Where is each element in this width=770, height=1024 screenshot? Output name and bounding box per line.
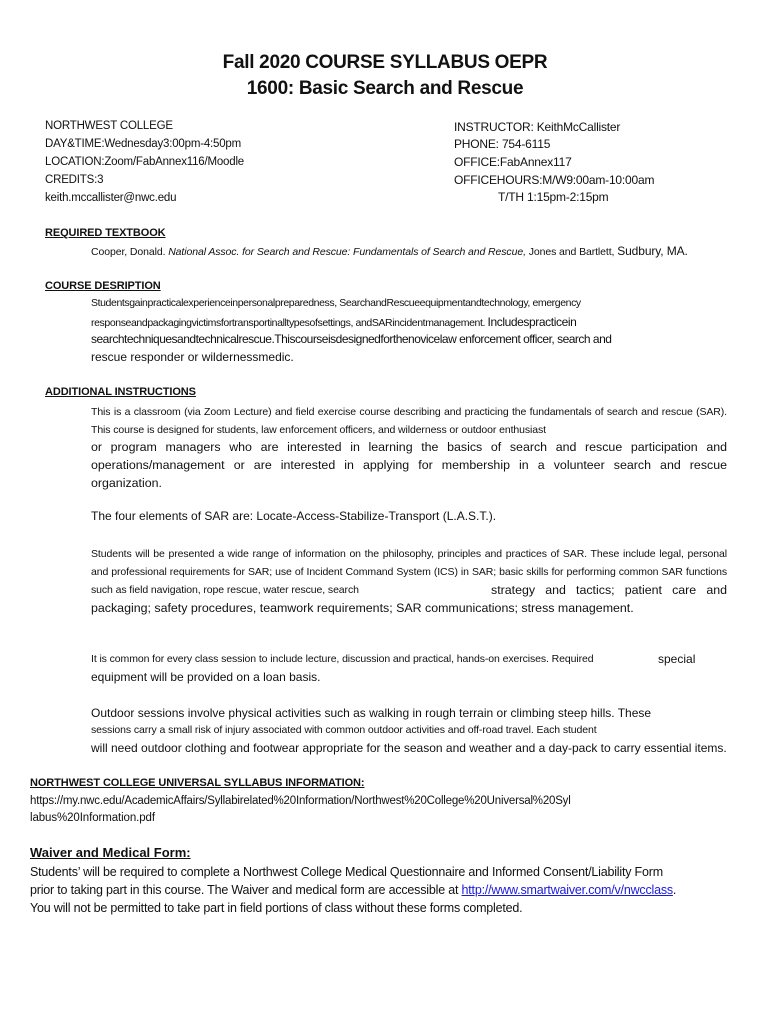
office-hours-tth: T/TH 1:15pm-2:15pm	[498, 190, 609, 204]
description-line-1: Studentsgainpracticalexperienceinpersonalpreparedness, SearchandRescueequipmentandtechnology, emergency	[91, 297, 581, 309]
additional-paragraph-3b: strategy and tactics; patient care and packaging; safety procedures, teamwork requirements; SAR communications; stress management.	[91, 583, 727, 615]
instructor-name: INSTRUCTOR: KeithMcCallister	[454, 120, 621, 134]
description-line-2	[91, 315, 576, 329]
textbook-citation	[91, 244, 688, 258]
waiver-line-2	[30, 883, 676, 897]
additional-paragraph-4a: It is common for every class session to include lecture, discussion and practical, hands-on exercises. Required	[91, 653, 594, 665]
description-line-2b: Includespracticein	[487, 315, 577, 329]
additional-paragraph-3a: Students will be presented a wide range of information on the philosophy, principles and practices of SAR. These include legal, personal and professional requirements for SAR; use of Incident Command System (ICS) in SAR; basic skills for performing common SAR functions such as field navigation, rope rescue, water rescue, search	[91, 548, 727, 596]
office-hours: OFFICEHOURS:M/W9:00am-10:00am	[454, 173, 655, 187]
title-line-2: 1600: Basic Search and Rescue	[246, 78, 524, 99]
additional-paragraph-4b-start: special	[658, 652, 696, 666]
additional-paragraph-1b: or program managers who are interested in learning the basics of search and rescue participation and operations/management or are interested in applying for membership in a volunteer search and rescue organization.	[91, 440, 727, 490]
day-time: DAY&TIME:Wednesday3:00pm-4:50pm	[45, 138, 241, 150]
credits: CREDITS:3	[45, 174, 104, 186]
universal-url-line-2[interactable]: labus%20Information.pdf	[30, 812, 155, 824]
additional-paragraph-1a: This is a classroom (via Zoom Lecture) and field exercise course describing and practicing the fundamentals of search and rescue (SAR). This course is designed for students, law enforcement officers, and wilderness or outdoor enthusiast	[91, 406, 727, 436]
additional-paragraph-4b: equipment will be provided on a loan basis.	[91, 670, 321, 684]
universal-heading: NORTHWEST COLLEGE UNIVERSAL SYLLABUS INFORMATION:	[30, 777, 365, 789]
additional-heading: ADDITIONAL INSTRUCTIONS	[45, 386, 196, 398]
waiver-line-3: You will not be permitted to take part in field portions of class without these forms completed.	[30, 901, 523, 915]
waiver-line-2b: .	[672, 883, 677, 897]
textbook-heading: REQUIRED TEXTBOOK	[45, 227, 166, 239]
instructor-phone: PHONE: 754-6115	[454, 137, 551, 151]
waiver-line-1: Students’ will be required to complete a Northwest College Medical Questionnaire and Informed Consent/Liability Form	[30, 865, 663, 879]
instructor-email: keith.mccallister@nwc.edu	[45, 192, 177, 204]
location: LOCATION:Zoom/FabAnnex116/Moodle	[45, 156, 244, 168]
description-line-3: searchtechniquesandtechnicalrescue.Thiscourseisdesignedforthenovicelaw enforcement officer, search and	[91, 332, 612, 346]
description-heading: COURSE DESRIPTION	[45, 280, 161, 292]
textbook-city: Sudbury, MA.	[617, 244, 688, 258]
smartwaiver-link[interactable]: http://www.smartwaiver.com/v/nwcclass	[461, 883, 673, 897]
sar-elements: The four elements of SAR are: Locate-Access-Stabilize-Transport (L.A.S.T.).	[91, 509, 497, 523]
waiver-heading: Waiver and Medical Form:	[30, 845, 191, 860]
textbook-publisher: Jones and Bartlett,	[525, 246, 618, 258]
title-line-1: Fall 2020 COURSE SYLLABUS OEPR	[222, 52, 548, 73]
additional-paragraph-5b: sessions carry a small risk of injury associated with common outdoor activities and off-road travel. Each student	[91, 724, 597, 736]
description-line-2a: responseandpackagingvictimsfortransportinalltypesofsettings, andSARincidentmanagement.	[91, 317, 488, 329]
office-location: OFFICE:FabAnnex117	[454, 155, 572, 169]
description-line-4: rescue responder or wildernessmedic.	[91, 350, 294, 364]
waiver-line-2a: prior to taking part in this course. The Waiver and medical form are accessible at	[30, 883, 462, 897]
textbook-title: National Assoc. for Search and Rescue: Fundamentals of Search and Rescue,	[168, 246, 526, 258]
additional-paragraph-5a: Outdoor sessions involve physical activities such as walking in rough terrain or climbing steep hills. These	[91, 706, 652, 720]
college-name: NORTHWEST COLLEGE	[45, 120, 173, 132]
textbook-author: Cooper, Donald.	[91, 246, 169, 258]
additional-paragraph-5c: will need outdoor clothing and footwear appropriate for the season and weather and a day-pack to carry essential items.	[91, 741, 727, 755]
universal-url-line-1[interactable]: https://my.nwc.edu/AcademicAffairs/Syllabirelated%20Information/Northwest%20College%20Universal%20Syl	[30, 795, 571, 807]
